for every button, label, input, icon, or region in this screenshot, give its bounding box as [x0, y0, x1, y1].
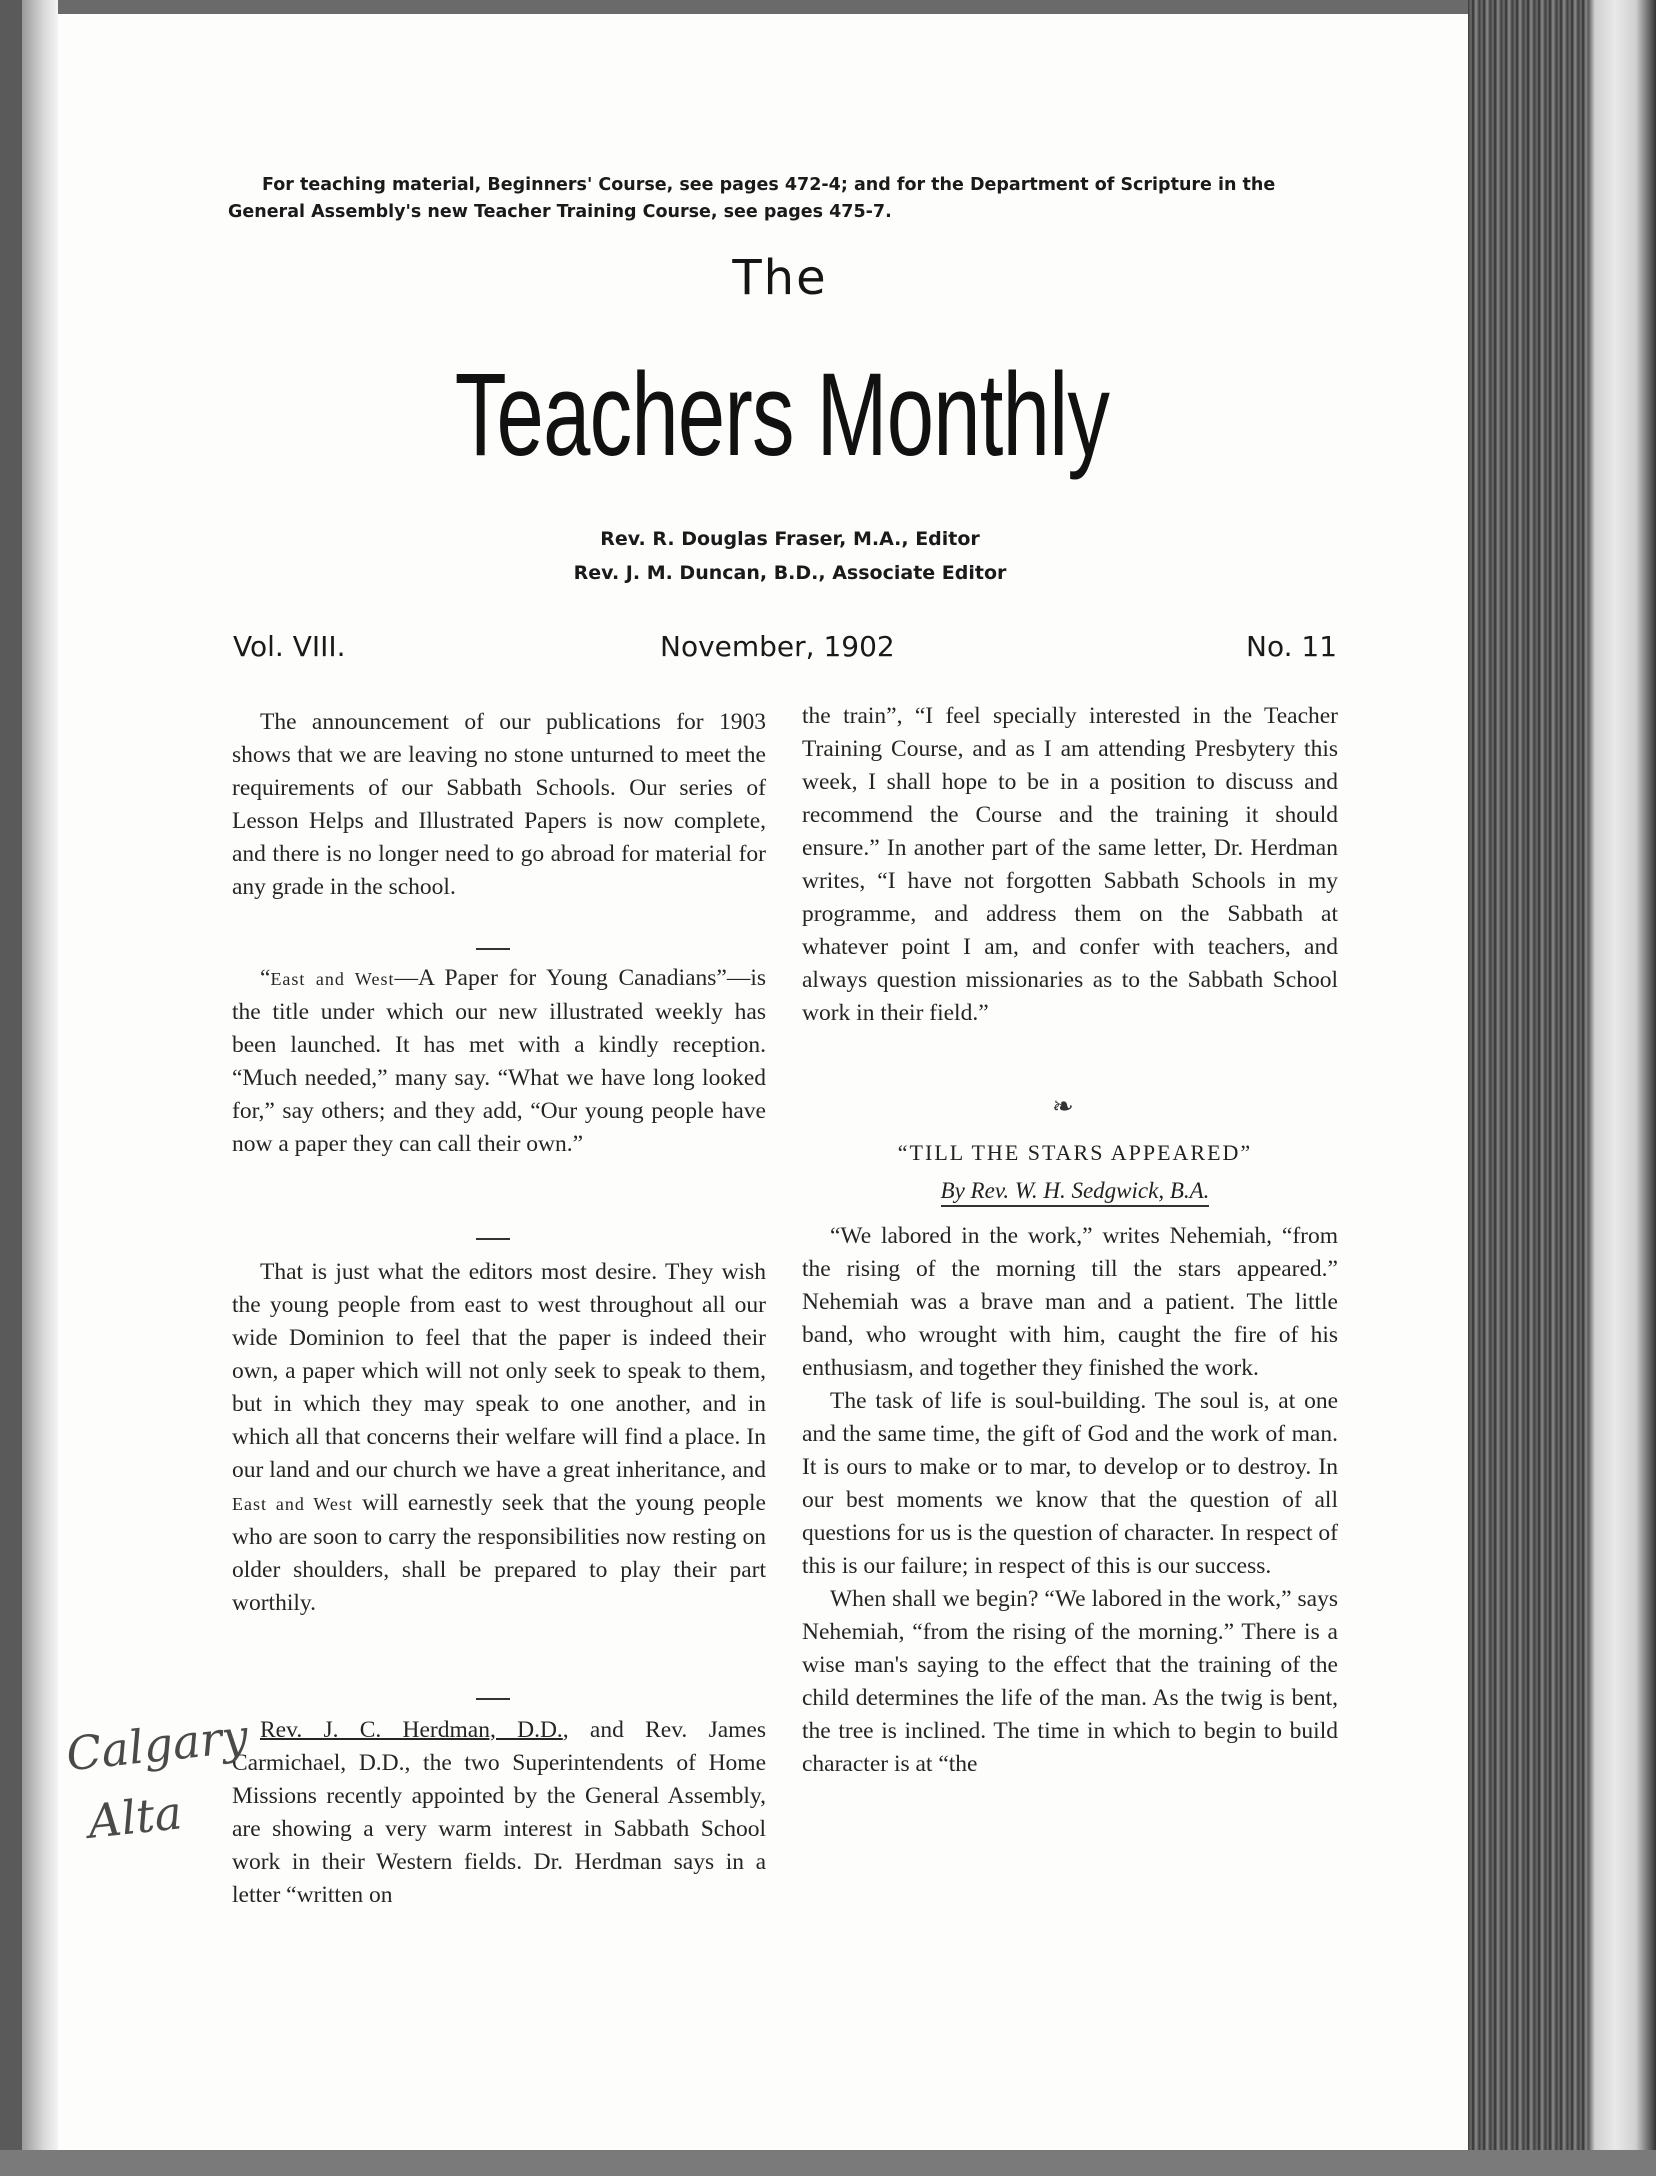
east-and-west-title: East and West: [232, 1494, 353, 1514]
page-gutter-shadow: [22, 0, 58, 2176]
paragraph-east-and-west: [232, 962, 766, 1161]
book-page-edges: [1468, 0, 1588, 2176]
left-column-east-west: [232, 962, 766, 1161]
ornament-icon: ❧: [1052, 1092, 1074, 1122]
paragraph-east-and-west-text: —A Paper for Young Canadians”—is the title under which our new illustrated weekly has been launched. It has met with a kindly reception. “Much needed,” many say. “What we have long looked for,” say others; and they add, “Our young people have now a paper they can call their own.”: [232, 965, 766, 1157]
left-column-superintendents: [232, 1714, 766, 1912]
herdman-name: Rev. J. C. Herdman, D.D.: [260, 1717, 563, 1743]
editors-block: [0, 522, 1580, 590]
byline-text: By Rev. W. H. Sedgwick, B.A.: [941, 1178, 1210, 1207]
scan-border-left: [0, 0, 22, 2176]
associate-editor-line: Rev. J. M. Duncan, B.D., Associate Editor: [573, 562, 1007, 584]
volume-label: Vol. VIII.: [233, 630, 346, 663]
scan-border-bottom: [0, 2150, 1656, 2176]
masthead-title: Teachers Monthly: [454, 349, 1110, 481]
paragraph-editors-desire-text: That is just what the editors most desire. They wish the young people from east to west throughout all our wide Dominion to feel that the paper is indeed their own, a paper which will not only seek to speak to them, but in which they may speak to one another, and in which all that concerns their welfare will find a place. In our land and our church we have a great inheritance, and: [232, 1259, 766, 1483]
notice-line-1: For teaching material, Beginners' Course, see pages 472-4; and for the Department of Scripture in the: [262, 175, 1276, 195]
paragraph-when-begin: When shall we begin? “We labored in the work,” says Nehemiah, “from the rising of the morning.” There is a wise man's saying to the effect that the training of the child determines the life of the man. As the twig is bent, the tree is inclined. The time in which to begin to build character is at “the: [802, 1586, 1338, 1777]
issue-date: November, 1902: [660, 630, 895, 663]
article-heading: “TILL THE STARS APPEARED”: [897, 1140, 1253, 1165]
left-column-editors-desire: [232, 1256, 766, 1620]
left-column-top: [232, 706, 766, 904]
paragraph-train-letter: the train”, “I feel specially interested in the Teacher Training Course, and as I am attending Presbytery this week, I shall hope to be in a position to discuss and recommend the Course and the training it should ensure.” In another part of the same letter, Dr. Herdman writes, “I have not forgotten Sabbath Schools in my programme, and address them on the Sabbath at whatever point I am, and confer with teachers, and always question missionaries as to the Sabbath School work in their field.”: [802, 703, 1338, 1026]
divider-rule: [476, 1698, 510, 1700]
paragraph-superintendents: [232, 1714, 766, 1912]
paragraph-editors-desire: [232, 1256, 766, 1620]
east-and-west-title: East and West: [270, 969, 395, 989]
paragraph-announcement: The announcement of our publications for 1903 shows that we are leaving no stone unturned to meet the requirements of our Sabbath Schools. Our series of Lesson Helps and Illustrated Papers is now complete, and there is no longer need to go abroad for material for any grade in the school.: [232, 709, 766, 900]
right-column-top: [802, 700, 1338, 1030]
paragraph-editors-desire-end: will earnestly seek that the young people who are soon to carry the responsibilities now resting on older shoulders, shall be prepared to play their part worthily.: [232, 1490, 766, 1616]
book-cover-edge: [1588, 0, 1656, 2176]
right-column-article: [802, 1220, 1338, 1781]
issue-number: No. 11: [1246, 630, 1338, 663]
divider-rule: [476, 1238, 510, 1240]
scan-border-top: [0, 0, 1656, 14]
handwritten-note-calgary: Calgary: [63, 1708, 251, 1782]
open-quote: “: [260, 965, 271, 991]
divider-rule: [476, 948, 510, 950]
notice-line-2: General Assembly's new Teacher Training Course, see pages 475-7.: [228, 202, 892, 222]
article-byline: [790, 1178, 1360, 1204]
teaching-material-notice: [228, 172, 1338, 226]
paragraph-nehemiah: “We labored in the work,” writes Nehemiah, “from the rising of the morning till the stars appeared.” Nehemiah was a brave man and a patient. The little band, who wrought with him, caught the fire of his enthusiasm, and together they finished the work.: [802, 1223, 1338, 1381]
paragraph-soul-building: The task of life is soul-building. The soul is, at one and the same time, the gift of God and the work of man. It is ours to make or to mar, to develop or to destroy. In our best moments we know that the question of all questions for us is the question of character. In respect of this is our failure; in respect of this is our success.: [802, 1388, 1338, 1579]
masthead-the: The: [732, 250, 828, 306]
paragraph-superintendents-text: , and Rev. James Carmichael, D.D., the two Superintendents of Home Missions recently appointed by the General Assembly, are showing a very warm interest in Sabbath School work in their Western fields. Dr. Herdman says in a letter “written on: [232, 1717, 766, 1908]
handwritten-note-alta: Alta: [85, 1785, 185, 1849]
editor-line: Rev. R. Douglas Fraser, M.A., Editor: [600, 528, 980, 550]
